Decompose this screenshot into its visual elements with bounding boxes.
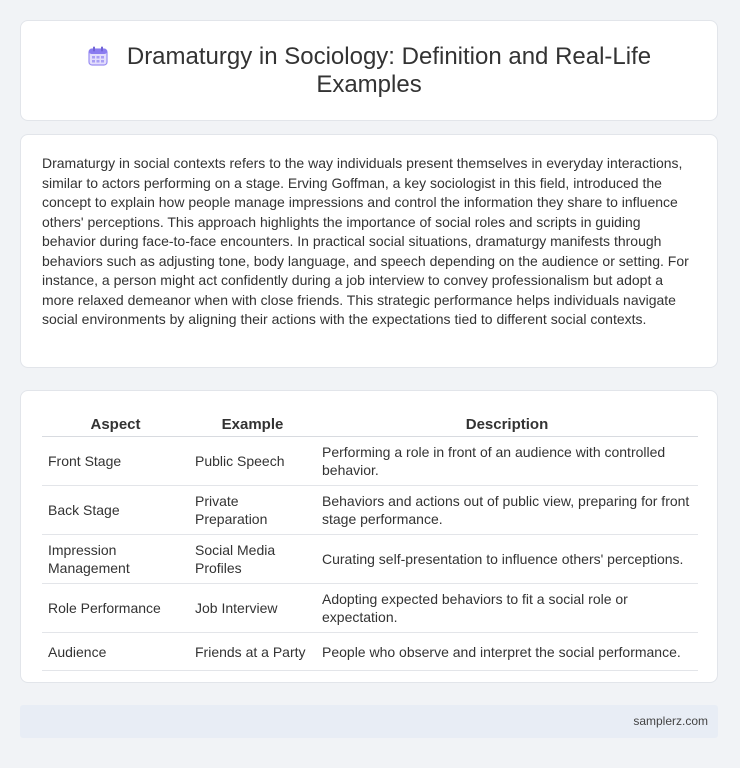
- page-title: Dramaturgy in Sociology: Definition and Real-Life Examples: [126, 43, 652, 98]
- column-header-description: Description: [316, 412, 698, 437]
- cell-description: Curating self-presentation to influence others' perceptions.: [316, 535, 698, 584]
- table-row: [42, 633, 698, 671]
- cell-example: Job Interview: [189, 584, 316, 633]
- intro-card: [20, 134, 718, 368]
- calendar-icon: [87, 45, 109, 67]
- footer-site-link[interactable]: samplerz.com: [633, 714, 708, 728]
- cell-example: Social Media Profiles: [189, 535, 316, 584]
- table-header-row: [42, 412, 698, 437]
- cell-example: Friends at a Party: [189, 633, 316, 671]
- cell-aspect: Audience: [42, 633, 189, 671]
- cell-description: Adopting expected behaviors to fit a social role or expectation.: [316, 584, 698, 633]
- column-header-example: Example: [189, 412, 316, 437]
- cell-description: Performing a role in front of an audience with controlled behavior.: [316, 437, 698, 486]
- table-card: [20, 390, 718, 683]
- cell-example: Private Preparation: [189, 486, 316, 535]
- footer-bar: [20, 705, 718, 738]
- dramaturgy-table: [42, 412, 698, 671]
- table-row: [42, 535, 698, 584]
- cell-aspect: Impression Management: [42, 535, 189, 584]
- table-row: [42, 584, 698, 633]
- cell-description: People who observe and interpret the social performance.: [316, 633, 698, 671]
- column-header-aspect: Aspect: [42, 412, 189, 437]
- cell-aspect: Back Stage: [42, 486, 189, 535]
- cell-aspect: Role Performance: [42, 584, 189, 633]
- cell-example: Public Speech: [189, 437, 316, 486]
- intro-paragraph: Dramaturgy in social contexts refers to the way individuals present themselves in everyday interactions, similar to actors performing on a stage. Erving Goffman, a key sociologist in this field, introduced the concept to explain how people manage impressions and control the information they share to influence others' perceptions. This approach highlights the importance of social roles and scripts in guiding behavior during face-to-face encounters. In practical social situations, dramaturgy manifests through behaviors such as adjusting tone, body language, and speech depending on the audience or setting. For instance, a person might act confidently during a job interview to convey professionalism but adopt a more relaxed demeanor when with close friends. This strategic performance helps individuals navigate social environments by aligning their actions with the expectations tied to different social contexts.: [42, 155, 689, 327]
- page-title-wrap: [21, 43, 717, 99]
- cell-aspect: Front Stage: [42, 437, 189, 486]
- table-row: [42, 486, 698, 535]
- table-row: [42, 437, 698, 486]
- title-card: [20, 20, 718, 121]
- cell-description: Behaviors and actions out of public view, preparing for front stage performance.: [316, 486, 698, 535]
